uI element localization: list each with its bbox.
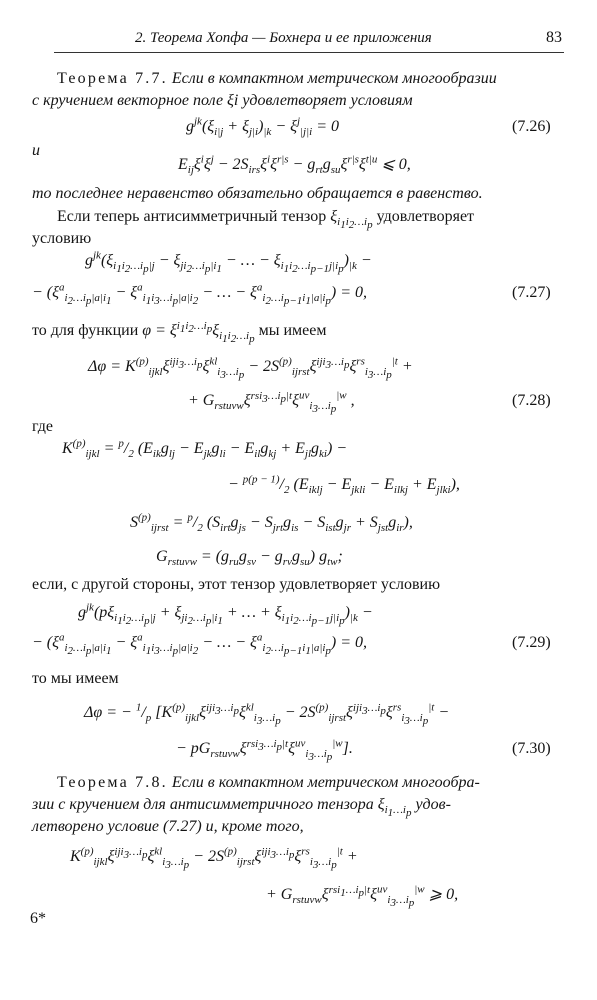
para1-line1: то последнее неравенство обязательно обращается в равенство. xyxy=(32,185,483,202)
theorem-7-7-line1 xyxy=(57,68,497,90)
eq-7-30-line2: − $pG_{rstuvw}\xi^{rsi_3\dots i_p|t}\xi^{uv}_{i_3\dots i_p}^{|w}$]. xyxy=(176,737,353,764)
eq-7-26-line2: $E_{ij}\xi^i\xi^j - 2S_{irs}\xi^i\xi^{r|s} - g_{rt}g_{su}\xi^{r|s}\xi^{t|u}$ ⩽ 0, xyxy=(178,153,411,177)
theorem-7-8-text1: Если в компактном метрическом многообра- xyxy=(171,774,480,791)
eq-7-29-line2: − ($\xi^a_{i_2\dots i_p|a|i_1} - \xi^a_{i_1i_3\dots i_p|a|i_2}$ − … − $\xi^a_{i_2\dots i_{p-1}i_1|a|i_p}) = 0$, xyxy=(32,631,368,658)
eq-7-28-number: (7.28) xyxy=(512,392,551,409)
para3-line1: если, с другой стороны, этот тензор удовлетворяет условию xyxy=(32,576,441,593)
eq-7-29-line1: $g^{jk}(p\xi_{i_1i_2\dots i_p|j} + \xi_{ji_2\dots i_p|i_1}$ + … + $\xi_{i_1i_2\dots i_{p-1}j|i_p})_{|k}$ − xyxy=(78,601,373,628)
theorem-7-8-line1 xyxy=(57,772,480,794)
eq-7-26-line1: $g^{jk}(\xi_{i|j} + \xi_{j|i})_{|k} - \xi^j_{|j|i} = 0$ xyxy=(186,115,339,139)
K-definition-line2: − $^{p(p - 1)}/_2$ $(E_{iklj} - E_{jkli} - E_{ilkj} + E_{jlki})$, xyxy=(228,473,460,497)
S-definition: $S^{(p)}_{ijrst} = ^p/_2$ $(S_{irt}g_{js} - S_{jrt}g_{is} - S_{ist}g_{jr} + S_{jst}g_{ir})$, xyxy=(130,511,413,535)
eq-7-30-line1: Δφ = − $^1/_p$ [$K^{(p)}_{ijkl}\xi^{iji_3\dots i_p}\xi^{kl}_{i_3\dots i_p} - 2S^{(p)}_{ijrst}\xi^{iji_3\dots i_p}\xi^{rs}_{i_3\dots i_p}^{|t}$ − xyxy=(84,701,450,728)
para2-after: мы имеем xyxy=(258,322,327,339)
para2: то для функции $\varphi = \xi^{i_1i_2\dots i_p}\xi_{i_1i_2\dots i_p}$ мы имеем xyxy=(32,319,327,346)
theorem-7-8-ineq-line1: $K^{(p)}_{ijkl}\xi^{iji_3\dots i_p}\xi^{kl}_{i_3\dots i_p} - 2S^{(p)}_{ijrst}\xi^{iji_3\dots i_p}\xi^{rs}_{i_3\dots i_p}^{|t}$ + xyxy=(70,845,358,872)
theorem-7-8-line2: зии с кручением для антисимметричного тензора $\xi_{i_1\dots i_p}$ удов- xyxy=(32,796,451,820)
eq-7-28-line2: + $G_{rstuvw}\xi^{rsi_3\dots i_p|t}\xi^{uv}_{i_3\dots i_p}^{|w}$ , xyxy=(188,389,355,416)
para2-before: то для функции xyxy=(32,322,139,339)
theorem-7-8-line3: летворено условие (7.27) и, кроме того, xyxy=(32,818,304,835)
para1-line3: условию xyxy=(32,230,92,247)
eq-7-26-number: (7.26) xyxy=(512,118,551,135)
printer-signature: 6* xyxy=(30,910,46,927)
theorem-7-7-text1: Если в компактном метрическом многообразии xyxy=(171,70,497,87)
para1-line2: Если теперь антисимметричный тензор $\xi_{i_1i_2\dots i_p}$ удовлетворяет xyxy=(57,208,475,232)
G-definition: $G_{rstuvw} = (g_{ru}g_{sv} - g_{rv}g_{su})$ $g_{tw}$; xyxy=(156,548,343,569)
theorem-7-7-label: Теорема 7.7. xyxy=(57,70,168,87)
theorem-7-8-ineq-line2: + $G_{rstuvw}\xi^{rsi_1\dots i_p|t}\xi^{uv}_{i_3\dots i_p}^{|w}$ ⩾ 0, xyxy=(266,883,459,910)
eq-7-28-line1: $\Delta\varphi = K^{(p)}_{ijkl}\xi^{iji_3\dots i_p}\xi^{kl}_{i_3\dots i_p} - 2S^{(p)}_{ijrst}\xi^{iji_3\dots i_p}\xi^{rs}_{i_3\dots i_p}^{|t}$ + xyxy=(88,355,413,382)
theorem-7-7-line2: с кручением векторное поле ξi удовлетворяет условиям xyxy=(32,92,413,109)
eq-7-27-line2: − ($\xi^a_{i_2\dots i_p|a|i_1} - \xi^a_{i_1i_3\dots i_p|a|i_2}$ − … − $\xi^a_{i_2\dots i_{p-1}i_1|a|i_p}) = 0$, xyxy=(32,281,368,308)
page-number: 83 xyxy=(546,29,562,46)
para4-line1: то мы имеем xyxy=(32,670,119,687)
K-definition-line1: $K^{(p)}_{ijkl} = ^p/_2$ $(E_{ik}g_{lj} - E_{jk}g_{li} - E_{il}g_{kj} + E_{jl}g_{ki})$ − xyxy=(62,437,348,461)
running-title: 2. Теорема Хопфа — Бохнера и ее приложения xyxy=(135,30,432,46)
where-label: где xyxy=(32,418,54,435)
header-rule xyxy=(54,52,564,53)
eq-7-30-number: (7.30) xyxy=(512,740,551,757)
eq-7-27-number: (7.27) xyxy=(512,284,551,301)
theorem-7-8-label: Теорема 7.8. xyxy=(57,774,168,791)
eq-7-26-conjunction: и xyxy=(32,142,40,159)
eq-7-27-line1: $g^{jk}(\xi_{i_1i_2\dots i_p|j} - \xi_{ji_2\dots i_p|i_1}$ − … − $\xi_{i_1i_2\dots i_{p-1}j|i_p})_{|k}$ − xyxy=(85,249,372,276)
eq-7-29-number: (7.29) xyxy=(512,634,551,651)
